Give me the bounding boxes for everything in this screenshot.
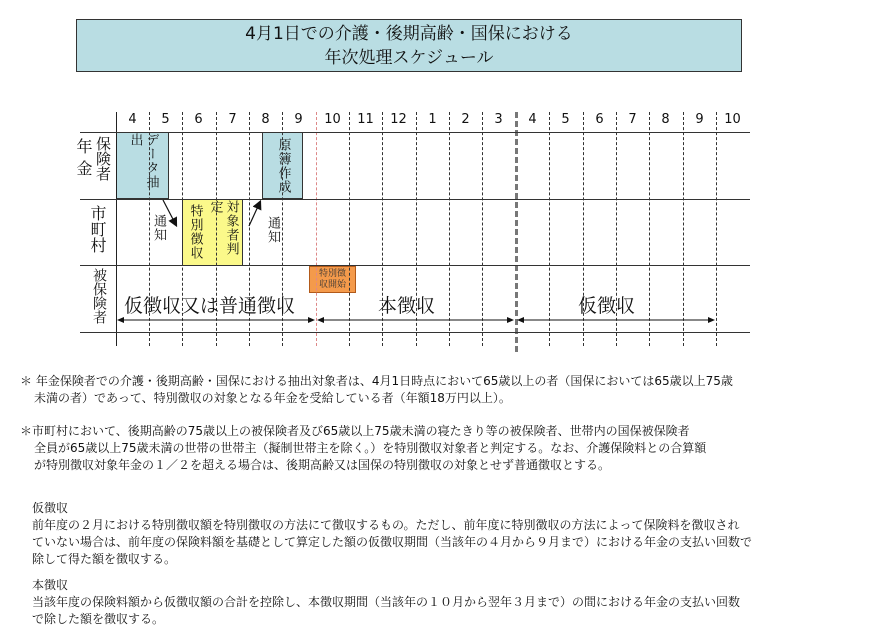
ledger-label: 原簿作成 [275,137,291,194]
note-municipality-judgement [20,423,706,474]
month-label: 8 [661,112,670,127]
period-provisional-collection: 仮徴収 [578,295,636,317]
month-label: 6 [194,112,203,127]
month-label: 9 [695,112,704,127]
row-label-pension: 年金 [74,138,93,182]
month-label: 11 [357,112,374,127]
note-line: 除して得た額を徴収する。 [32,552,177,566]
data-extract-label: データ抽出 [127,133,159,189]
month-label: 7 [228,112,237,127]
title-line-2: 年次処理スケジュール [324,47,494,68]
period-main-collection: 本徴収 [378,295,436,317]
note-heading: 仮徴収 [32,501,69,515]
title-line-1: 4月1日での介護・後期高齢・国保における [245,23,573,44]
special-start-line-b: 収開始 [318,279,346,290]
special-start-line-a: 特別徴 [318,268,346,279]
note-extraction-target [20,373,733,407]
note-line: が特別徴収対象年金の１／２を超える場合は、後期高齢又は国保の特別徴収の対象とせず普通徴収とする。 [34,458,611,472]
month-label: 12 [390,112,407,127]
note-line: で除した額を徴収する。 [32,612,165,626]
notify-label-1: 通知 [151,214,166,242]
month-label: 4 [528,112,537,127]
month-label: 5 [161,112,170,127]
month-label: 2 [461,112,470,127]
note-main-collection [32,577,740,628]
note-line: ていない場合は、前年度の保険料額を基礎として算定した額の仮徴収期間（当該年の４月から９月まで）における年金の支払い回数で [32,535,753,549]
row-label-municipality: 市町村 [88,205,107,253]
notify-label-2: 通知 [265,216,280,244]
target-judge-label-a: 特別徴収 [187,204,203,260]
note-line: ＊市町村において、後期高齢の75歳以上の被保険者及び65歳以上75歳未満の寝たきり等の被保険者、世帯内の国保被保険者 [20,424,690,438]
note-line: 当該年度の保険料額から仮徴収額の合計を控除し、本徴収期間（当該年の１０月から翌年３月まで）の間における年金の支払い回数 [32,595,741,609]
month-label: 5 [561,112,570,127]
note-line: 全員が65歳以上75歳未満の世帯の世帯主（擬制世帯主を除く。）を特別徴収対象者と判定する。なお、介護保険料との合算額 [34,441,707,455]
month-label: 9 [294,112,303,127]
period-provisional-or-normal: 仮徴収又は普通徴収 [124,295,296,317]
row-label-insured: 被保険者 [91,268,107,324]
month-label: 6 [595,112,604,127]
arrow-to-insurer [249,202,260,226]
note-provisional-collection [32,500,752,568]
month-label: 10 [324,112,341,127]
note-line: 前年度の２月における特別徴収額を特別徴収の方法にて徴収するもの。ただし、前年度に特別徴収の方法によって保険料を徴収され [32,518,740,532]
month-label: 3 [494,112,503,127]
month-label: 4 [128,112,137,127]
month-label: 10 [724,112,741,127]
row-label-insurer: 保険者 [94,136,112,181]
note-line: ＊ 年金保険者での介護・後期高齢・国保における抽出対象者は、4月1日時点において65歳以上の者（国保においては65歳以上75歳 [20,374,733,388]
arrow-to-municipality [163,200,176,225]
target-judge-label-b: 対象者判定 [207,200,239,256]
month-label: 1 [428,112,437,127]
month-label: 7 [628,112,637,127]
note-line: 未満の者）であって、特別徴収の対象となる年金を受給している者（年額18万円以上）。 [34,391,511,405]
note-heading: 本徴収 [32,578,69,592]
month-label: 8 [261,112,270,127]
